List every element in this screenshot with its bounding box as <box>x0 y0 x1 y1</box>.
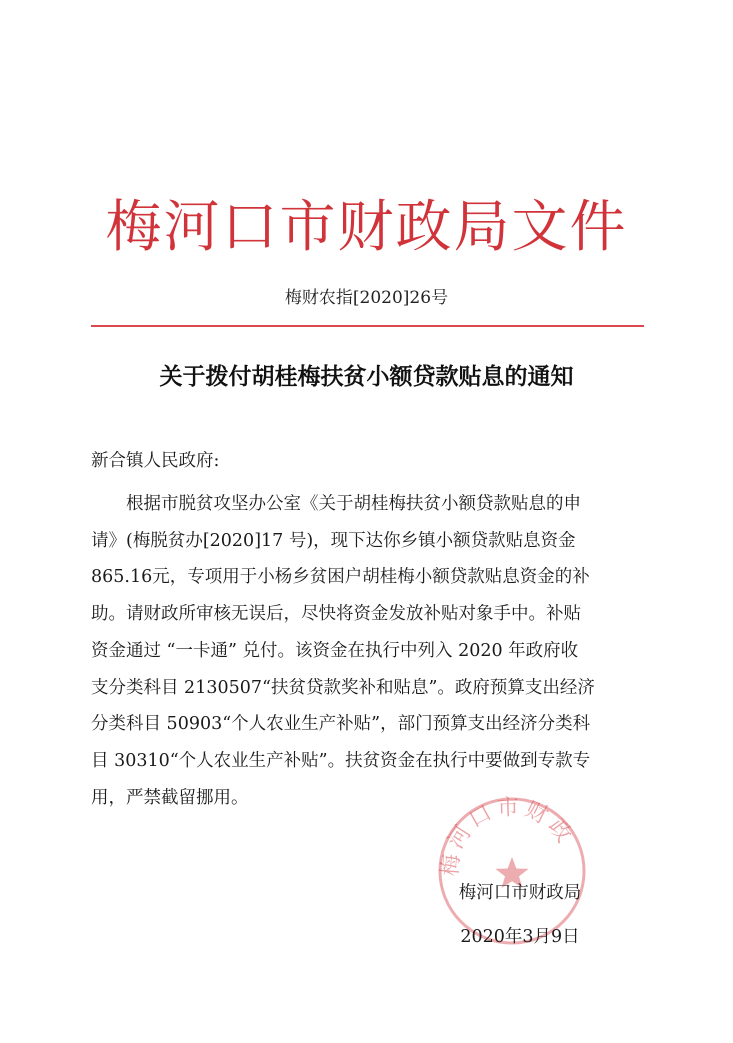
body-line: 请》(梅脱贫办[2020]17 号)，现下达你乡镇小额贷款贴息资金 <box>91 530 576 551</box>
seal-text: 梅河口市财政 <box>438 795 579 878</box>
body-line: 用，严禁截留挪用。 <box>91 787 249 808</box>
body-line: 865.16元，专项用于小杨乡贫困户胡桂梅小额贷款贴息资金的补 <box>91 567 590 588</box>
notice-title: 关于拨付胡桂梅扶贫小额贷款贴息的通知 <box>159 364 574 390</box>
body-line: 根据市脱贫攻坚办公室《关于胡桂梅扶贫小额贷款贴息的申 <box>126 494 581 514</box>
document-number: 梅财农指[2020]26号 <box>284 288 449 308</box>
salutation: 新合镇人民政府: <box>91 451 220 471</box>
issue-date: 2020年3月9日 <box>460 927 580 947</box>
body-line: 支分类科目 2130507“扶贫贷款奖补和贴息”。政府预算支出经济 <box>91 677 595 698</box>
body-line: 分类科目 50903“个人农业生产补贴”，部门预算支出经济分类科 <box>91 714 591 735</box>
issuing-organization: 梅河口市财政局 <box>458 883 582 903</box>
document-masthead: 梅河口市财政局文件 <box>105 195 628 260</box>
notice-body <box>91 486 651 816</box>
body-line: 目 30310“个人农业生产补贴”。扶贫资金在执行中要做到专款专 <box>91 750 591 771</box>
red-divider-line <box>91 325 644 327</box>
signoff-block <box>420 880 620 950</box>
body-line: 资金通过 “一卡通” 兑付。该资金在执行中列入 2020 年政府收 <box>91 640 579 661</box>
body-line: 助。请财政所审核无误后，尽快将资金发放补贴对象手中。补贴 <box>91 604 581 625</box>
